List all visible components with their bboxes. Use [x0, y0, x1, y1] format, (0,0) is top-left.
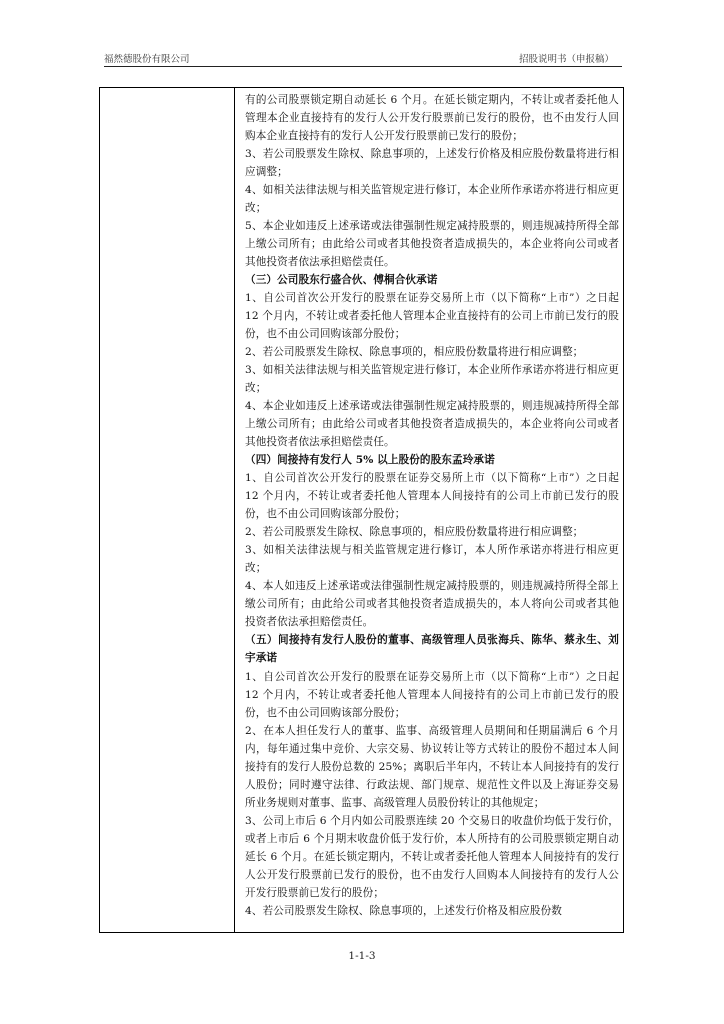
paragraph: 5、本企业如违反上述承诺或法律强制性规定减持股票的，则违规减持所得全部上缴公司所有；由此给公司或者其他投资者造成损失的，本企业将向公司或者其他投资者依法承担赔偿责任。	[245, 220, 619, 269]
paragraph: 2、在本人担任发行人的董事、监事、高级管理人员期间和任期届满后 6 个月内，每年通过集中竞价、大宗交易、协议转让等方式转让的股份不超过本人间接持有的发行人股份总数的 25%；离职后半年内，不转让本人间接持有的发行人股份；同时遵守法律、行政法规、部门规章、规范性文件以及上海证券交易所业务规则对董事、监事、高级管理人员股份转让的其他规定；	[245, 724, 619, 809]
paragraph: 3、如相关法律法规与相关监管规定进行修订，本企业所作承诺亦将进行相应更改；	[245, 364, 619, 395]
section-heading: （四）间接持有发行人 5% 以上股份的股东孟玲承诺	[245, 454, 495, 467]
page-header	[104, 51, 614, 65]
paragraph: 1、自公司首次公开发行的股票在证券交易所上市（以下简称“上市”）之日起 12 个月内，不转让或者委托他人管理本企业直接持有的公司上市前已发行的股份，也不由公司回购该部分股份；	[245, 292, 619, 341]
header-doc-title: 招股说明书（申报稿）	[518, 54, 614, 65]
paragraph: 4、本人如违反上述承诺或法律强制性规定减持股票的，则违规减持所得全部上缴公司所有；由此给公司或者其他投资者造成损失的，本人将向公司或者其他投资者依法承担赔偿责任。	[245, 580, 619, 629]
paragraph: 4、如相关法律法规与相关监管规定进行修订，本企业所作承诺亦将进行相应更改；	[245, 184, 619, 215]
column-divider	[234, 88, 235, 932]
paragraph: 4、本企业如违反上述承诺或法律强制性规定减持股票的，则违规减持所得全部上缴公司所有；由此给公司或者其他投资者造成损失的，本企业将向公司或者其他投资者依法承担赔偿责任。	[245, 400, 619, 449]
paragraph: 4、若公司股票发生除权、除息事项的，上述发行价格及相应股份数	[245, 904, 562, 917]
paragraph: 1、自公司首次公开发行的股票在证券交易所上市（以下简称“上市”）之日起 12 个月内，不转让或者委托他人管理本人间接持有的公司上市前已发行的股份，也不由公司回购该部分股份；	[245, 670, 619, 719]
paragraph: 3、如相关法律法规与相关监管规定进行修订，本人所作承诺亦将进行相应更改；	[245, 544, 619, 575]
section-heading: （三）公司股东行盛合伙、傅桐合伙承诺	[245, 274, 438, 287]
paragraph: 1、自公司首次公开发行的股票在证券交易所上市（以下简称“上市”）之日起 12 个月内，不转让或者委托他人管理本人间接持有的公司上市前已发行的股份，也不由公司回购该部分股份；	[245, 472, 619, 521]
paragraph: 3、公司上市后 6 个月内如公司股票连续 20 个交易日的收盘价均低于发行价，或者上市后 6 个月期末收盘价低于发行价，本人所持有的公司股票锁定期自动延长 6 个月。在延长锁定期内，不转让或者委托他人管理本人间接持有的发行人公开发行股票前已发行的股份，也不由发行人回购本人间接持有的发行人公开发行股票前已发行的股份；	[245, 814, 619, 899]
section-heading: （五）间接持有发行人股份的董事、高级管理人员张海兵、陈华、蔡永生、刘宇承诺	[245, 634, 619, 665]
paragraph: 3、若公司股票发生除权、除息事项的，上述发行价格及相应股份数量将进行相应调整；	[245, 148, 619, 179]
commitment-text	[245, 91, 619, 920]
paragraph: 2、若公司股票发生除权、除息事项的，相应股份数量将进行相应调整；	[245, 526, 584, 539]
commitment-table	[99, 87, 624, 933]
paragraph: 有的公司股票锁定期自动延长 6 个月。在延长锁定期内，不转让或者委托他人管理本企业直接持有的发行人公开发行股票前已发行的股份，也不由发行人回购本企业直接持有的发行人公开发行股票前已发行的股份；	[245, 94, 619, 143]
paragraph: 2、若公司股票发生除权、除息事项的，相应股份数量将进行相应调整；	[245, 346, 584, 359]
page-number: 1-1-3	[348, 950, 376, 962]
header-company: 福然德股份有限公司	[104, 54, 190, 65]
header-rule	[104, 66, 622, 67]
